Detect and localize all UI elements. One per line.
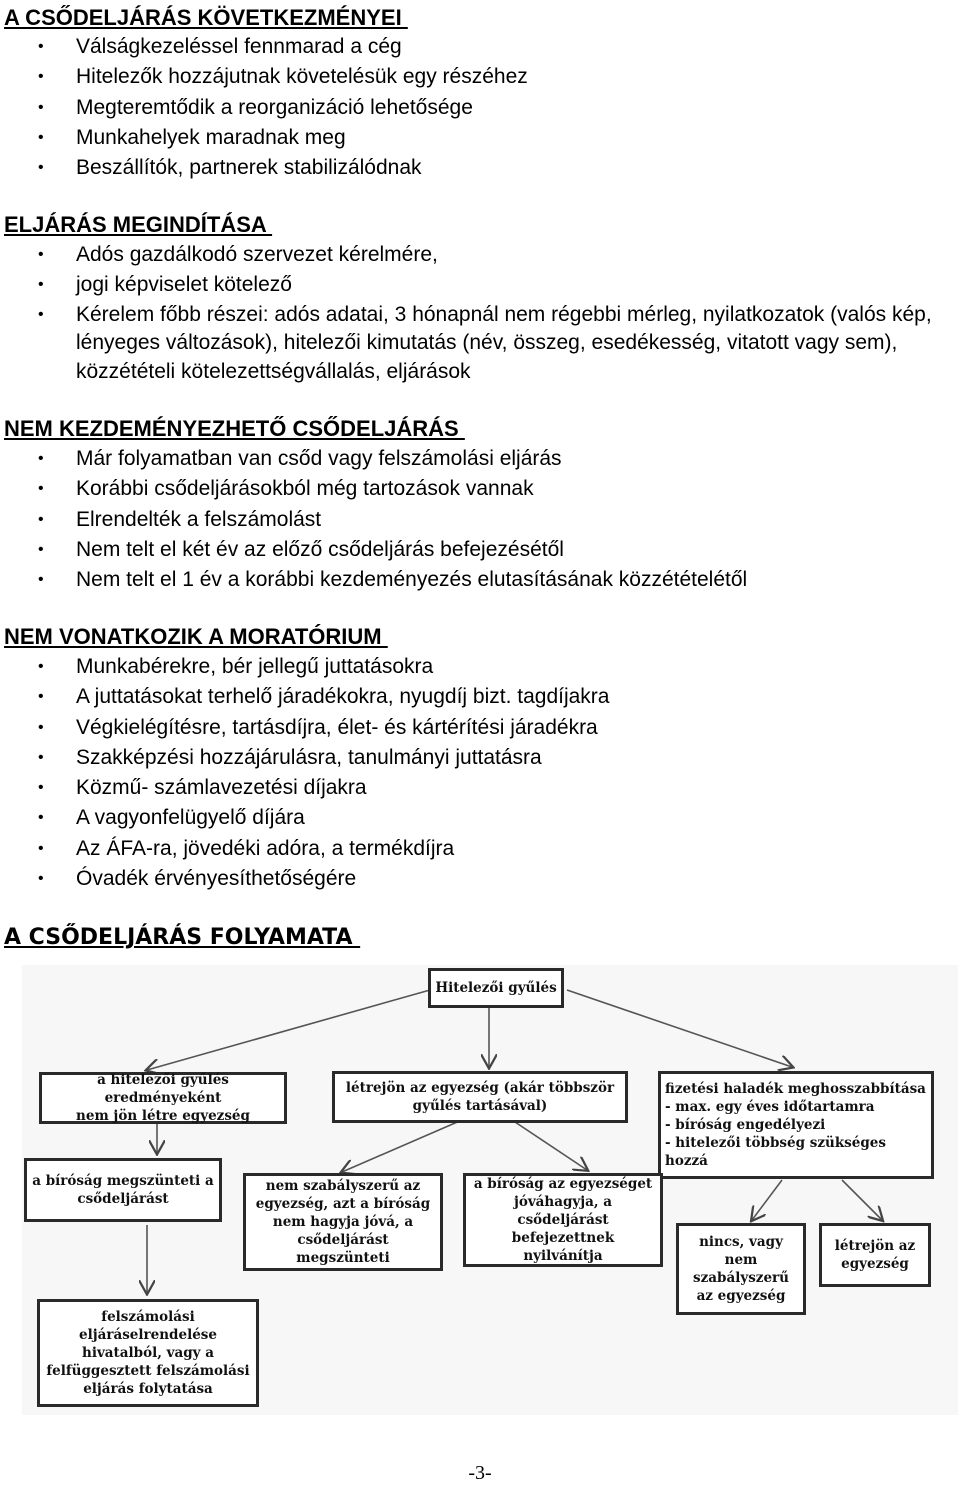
- list-item: • Már folyamatban van csőd vagy felszámolási eljárás: [0, 444, 960, 474]
- list-item: • Munkahelyek maradnak meg: [0, 123, 960, 153]
- list-item: • Szakképzési hozzájárulásra, tanulmányi juttatásra: [0, 743, 960, 773]
- arrow-root-to-fail: [147, 990, 430, 1070]
- arrow-agreement-to-approve: [512, 1120, 587, 1170]
- bullet-icon: •: [38, 450, 44, 467]
- bullet-icon: •: [38, 276, 44, 294]
- bullet-icon: •: [38, 128, 44, 146]
- node-court-terminates: a bíróság megszünteti a csődeljárást: [24, 1158, 222, 1222]
- section-heading-consequences: A CSŐDELJÁRÁS KÖVETKEZMÉNYEI: [4, 5, 408, 30]
- not-initiable-list: [0, 444, 960, 595]
- bullet-icon: •: [38, 870, 44, 888]
- bullet-icon: •: [38, 98, 44, 116]
- initiation-list: [0, 240, 960, 386]
- bullet-icon: •: [38, 540, 44, 558]
- list-item: • Nem telt el két év az előző csődeljárás befejezésétől: [0, 535, 960, 565]
- list-item: • Közmű- számlavezetési díjakra: [0, 773, 960, 803]
- bullet-icon: •: [38, 305, 44, 323]
- node-no-regular-agreement: nincs, vagy nem szabályszerű az egyezség: [676, 1223, 806, 1315]
- arrow-deferral-to-none: [752, 1180, 782, 1220]
- process-flow-diagram: [22, 965, 958, 1415]
- node-liquidation: felszámolási eljáráselrendelése hivatalból, vagy a felfüggesztett felszámolási eljárás folytatása: [37, 1299, 259, 1407]
- bullet-icon: •: [38, 510, 44, 528]
- list-item: • Hitelezők hozzájutnak követelésük egy részéhez: [0, 62, 960, 92]
- node-no-agreement: a hitelezői gyűlés eredményeként nem jön létre egyezség: [39, 1072, 287, 1124]
- list-item: • Elrendelték a felszámolást: [0, 505, 960, 535]
- bullet-icon: •: [38, 748, 44, 766]
- page-number: -3-: [468, 1462, 492, 1484]
- bullet-icon: •: [38, 571, 44, 589]
- list-item: • Végkielégítésre, tartásdíjra, élet- és kártérítési járadékra: [0, 713, 960, 743]
- list-item: • A juttatásokat terhelő járadékokra, nyugdíj bizt. tagdíjakra: [0, 682, 960, 712]
- consequences-list: [0, 32, 960, 183]
- bullet-icon: •: [38, 809, 44, 827]
- bullet-icon: •: [38, 480, 44, 498]
- bullet-icon: •: [38, 38, 44, 55]
- bullet-icon: •: [38, 246, 44, 263]
- bullet-icon: •: [38, 779, 44, 797]
- moratorium-list: [0, 652, 960, 894]
- list-item: • Válságkezeléssel fennmarad a cég: [0, 32, 960, 62]
- section-heading-process: A CSŐDELJÁRÁS FOLYAMATA: [4, 925, 361, 950]
- arrow-agreement-to-irregular: [342, 1120, 462, 1172]
- list-item: • Óvadék érvényesíthetőségére: [0, 864, 960, 894]
- node-payment-deferral: fizetési haladék meghosszabbítása - max. egy éves időtartamra - bíróság engedélyezi - hitelezői többség szükséges hozzá: [658, 1071, 934, 1179]
- node-creditor-meeting: Hitelezői gyűlés: [428, 968, 564, 1008]
- arrow-deferral-to-reached: [842, 1180, 882, 1220]
- list-item: • Adós gazdálkodó szervezet kérelmére,: [0, 240, 960, 270]
- bullet-icon: •: [38, 658, 44, 675]
- list-item: • Beszállítók, partnerek stabilizálódnak: [0, 153, 960, 183]
- list-item: • Munkabérekre, bér jellegű juttatásokra: [0, 652, 960, 682]
- node-court-approves: a bíróság az egyezséget jóváhagyja, a csődeljárást befejezettnek nyilvánítja: [463, 1173, 663, 1267]
- bullet-icon: •: [38, 68, 44, 86]
- section-heading-initiation: ELJÁRÁS MEGINDÍTÁSA: [4, 212, 273, 237]
- bullet-icon: •: [38, 688, 44, 706]
- list-item: • Korábbi csődeljárásokból még tartozások vannak: [0, 474, 960, 504]
- node-irregular-agreement: nem szabályszerű az egyezség, azt a bíróság nem hagyja jóvá, a csődeljárást megszünteti: [243, 1173, 443, 1271]
- node-agreement-reached: létrejön az egyezség: [819, 1223, 931, 1287]
- list-item: • A vagyonfelügyelő díjára: [0, 803, 960, 833]
- section-heading-moratorium: NEM VONATKOZIK A MORATÓRIUM: [4, 624, 388, 649]
- list-item: • jogi képviselet kötelező: [0, 270, 960, 300]
- section-heading-not-initiable: NEM KEZDEMÉNYEZHETŐ CSŐDELJÁRÁS: [4, 416, 465, 441]
- arrow-root-to-deferral: [567, 990, 792, 1067]
- list-item: • Az ÁFA-ra, jövedéki adóra, a termékdíjra: [0, 834, 960, 864]
- list-item: • Nem telt el 1 év a korábbi kezdeményezés elutasításának közzétételétől: [0, 565, 960, 595]
- list-item: • Kérelem főbb részei: adós adatai, 3 hónapnál nem régebbi mérleg, nyilatkozatok (valós kép, lényeges változások), hitelezői kimutatás (név, összeg, esedékesség, vitatott vagy sem), közzétételi kötelezettségvállalás, eljárások: [38, 302, 932, 383]
- bullet-icon: •: [38, 159, 44, 177]
- list-item: • Megteremtődik a reorganizáció lehetősége: [0, 93, 960, 123]
- node-agreement-created: létrejön az egyezség (akár többször gyűlés tartásával): [332, 1071, 628, 1123]
- bullet-icon: •: [38, 718, 44, 736]
- bullet-icon: •: [38, 839, 44, 857]
